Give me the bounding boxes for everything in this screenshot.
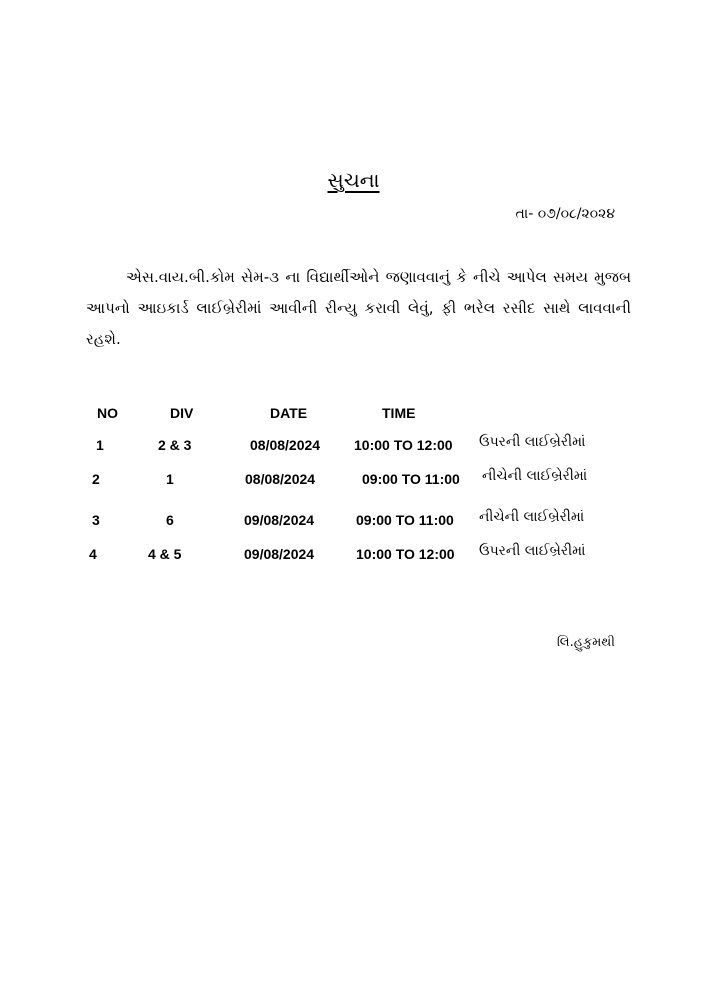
row-4-div: 4 & 5 (148, 546, 182, 562)
row-4-no: 4 (89, 546, 97, 562)
notice-title: સુચના (327, 168, 380, 192)
notice-paragraph: એસ.વાય.બી.કોમ સેમ-૩ ના વિદ્યાર્થીઓને જણાવવાનું કે નીચે આપેલ સમય મુજબ આપનો આઇકાર્ડ લાઈબ્રેરીમાં આવીની રીન્યુ કરાવી લેવું, ફી ભરેલ રસીદ સાથે લાવવાની રહશે. (86, 268, 631, 348)
row-4-time: 10:00 TO 12:00 (356, 546, 455, 562)
row-1-location: ઉપરની લાઈબ્રેરીમાં (479, 434, 586, 450)
row-2-location: નીચેની લાઈબ્રેરીમાં (482, 468, 588, 484)
row-1-time: 10:00 TO 12:00 (354, 437, 453, 453)
header-no: NO (97, 405, 118, 421)
header-div: DIV (170, 405, 194, 421)
row-2-time: 09:00 TO 11:00 (362, 471, 460, 487)
row-3-date: 09/08/2024 (244, 512, 315, 528)
row-3-time: 09:00 TO 11:00 (356, 512, 454, 528)
row-1-div: 2 & 3 (158, 437, 192, 453)
notice-date: તા- ૦૭/૦૮/૨૦૨૪ (515, 206, 615, 222)
row-2-date: 08/08/2024 (245, 471, 316, 487)
row-1-no: 1 (96, 437, 104, 453)
header-time: TIME (382, 405, 416, 421)
signature: લિ.હુકુમથી (556, 635, 615, 650)
row-2-div: 1 (166, 471, 174, 487)
row-3-location: નીચેની લાઈબ્રેરીમાં (479, 509, 585, 525)
row-2-no: 2 (92, 471, 100, 487)
row-4-location: ઉપરની લાઈબ્રેરીમાં (479, 543, 586, 559)
row-4-date: 09/08/2024 (244, 546, 315, 562)
header-date: DATE (270, 405, 308, 421)
row-1-date: 08/08/2024 (250, 437, 321, 453)
row-3-no: 3 (92, 512, 100, 528)
row-3-div: 6 (166, 512, 174, 528)
